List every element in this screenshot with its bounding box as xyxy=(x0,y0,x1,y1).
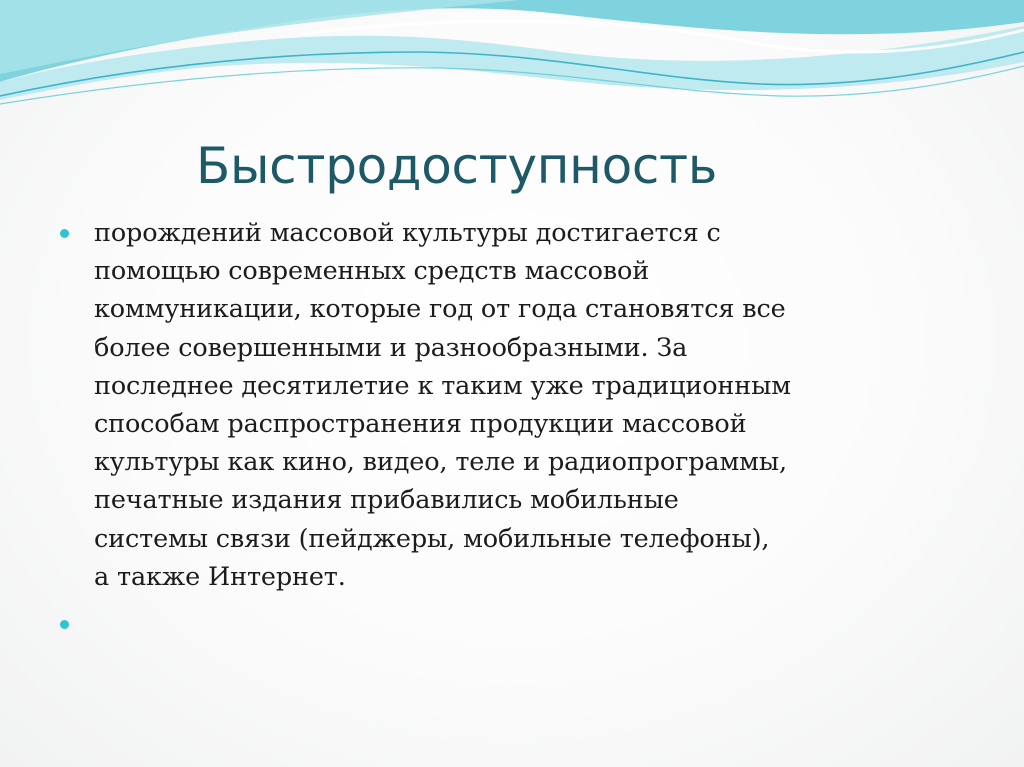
bullet-list xyxy=(60,214,990,640)
slide-title: Быстродоступность xyxy=(196,137,718,195)
bullet-text: порождений массовой культуры достигается с помощью современных средств массовой коммуникации, которые год от года становятся все более совершенными и разнообразными. За последнее десятилетие к таким уже традиционным способам распространения продукции массовой культуры как кино, видео, теле и радиопрограммы, печатные издания прибавились мобильные системы связи (пейджеры, мобильные телефоны), а также Интернет. xyxy=(94,218,791,592)
bullet-item xyxy=(60,214,990,596)
bullet-item-empty xyxy=(60,602,990,640)
wave-decoration xyxy=(0,0,1024,130)
bullet-dot-icon xyxy=(60,229,69,238)
bullet-dot-icon xyxy=(60,620,69,629)
